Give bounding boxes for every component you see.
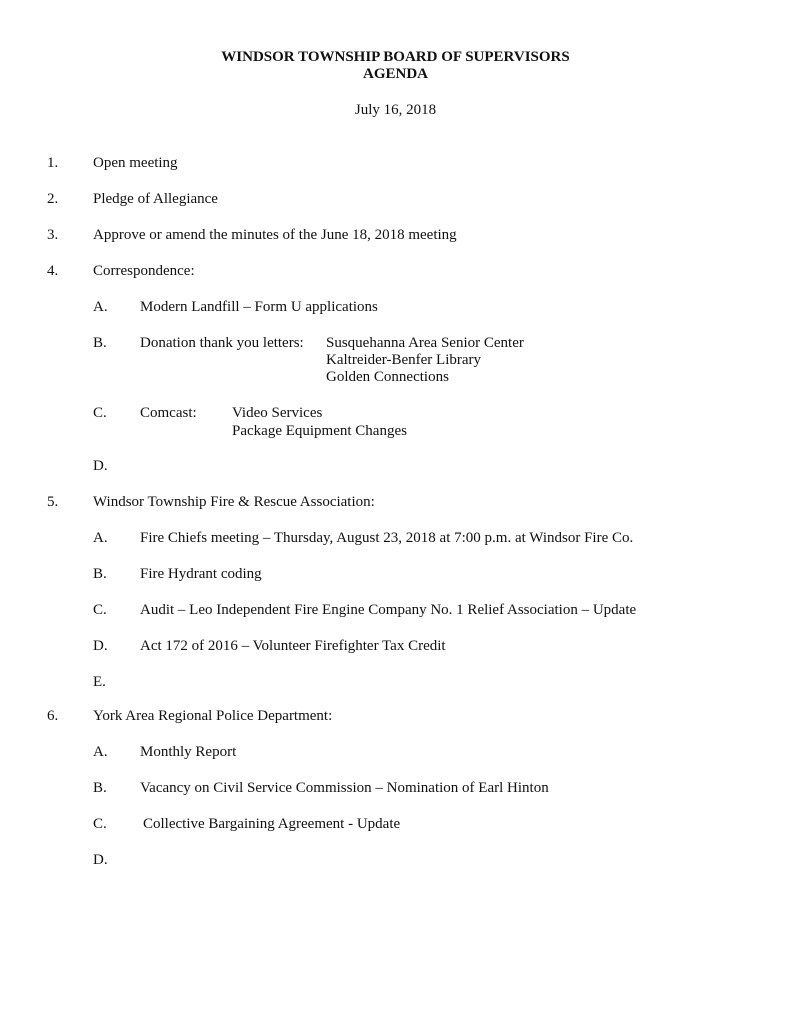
item-text: Approve or amend the minutes of the June 18, 2018 meeting — [93, 227, 457, 243]
subitem-list-entry: Golden Connections — [326, 369, 449, 385]
subitem-list-entry: Kaltreider-Benfer Library — [326, 352, 482, 368]
subitem-text: Modern Landfill – Form U applications — [140, 299, 378, 315]
item-number: 4. — [47, 263, 59, 279]
item-number: 2. — [47, 191, 59, 207]
subitem-letter: B. — [93, 566, 107, 582]
subitem-text: Fire Chiefs meeting – Thursday, August 23, 2018 at 7:00 p.m. at Windsor Fire Co. — [140, 530, 634, 546]
subitem-letter: D. — [93, 638, 108, 654]
subitem-letter: A. — [93, 299, 108, 315]
subitem-list-entry: Susquehanna Area Senior Center — [326, 335, 524, 351]
subitem-list-entry: Package Equipment Changes — [232, 423, 407, 439]
item-text: Correspondence: — [93, 263, 195, 279]
subitem-letter: C. — [93, 816, 107, 832]
item-number: 3. — [47, 227, 59, 243]
document-title: WINDSOR TOWNSHIP BOARD OF SUPERVISORS — [221, 49, 570, 65]
subitem-text: Vacancy on Civil Service Commission – Nomination of Earl Hinton — [140, 780, 549, 796]
subitem-letter: C. — [93, 405, 107, 421]
subitem-text: Fire Hydrant coding — [140, 566, 262, 582]
item-number: 6. — [47, 708, 59, 724]
subitem-text: Act 172 of 2016 – Volunteer Firefighter Tax Credit — [140, 638, 446, 654]
meeting-date: July 16, 2018 — [354, 102, 437, 118]
item-number: 1. — [47, 155, 59, 171]
subitem-list-entry: Video Services — [232, 405, 323, 421]
subitem-letter: A. — [93, 530, 108, 546]
subitem-letter: D. — [93, 458, 108, 474]
item-text: Windsor Township Fire & Rescue Association: — [93, 494, 375, 510]
subitem-letter: B. — [93, 780, 107, 796]
subitem-letter: C. — [93, 602, 107, 618]
subitem-letter: A. — [93, 744, 108, 760]
subitem-letter: B. — [93, 335, 107, 351]
subitem-text: Monthly Report — [140, 744, 237, 760]
subitem-text: Audit – Leo Independent Fire Engine Company No. 1 Relief Association – Update — [140, 602, 637, 618]
subitem-text: Collective Bargaining Agreement - Update — [143, 816, 401, 832]
subitem-text: Donation thank you letters: — [140, 335, 304, 351]
item-number: 5. — [47, 494, 59, 510]
subitem-letter: D. — [93, 852, 108, 868]
item-text: York Area Regional Police Department: — [93, 708, 333, 724]
item-text: Open meeting — [93, 155, 178, 171]
subitem-text: Comcast: — [140, 405, 197, 421]
item-text: Pledge of Allegiance — [93, 191, 218, 207]
document-subtitle: AGENDA — [362, 66, 428, 82]
subitem-letter: E. — [93, 674, 106, 690]
